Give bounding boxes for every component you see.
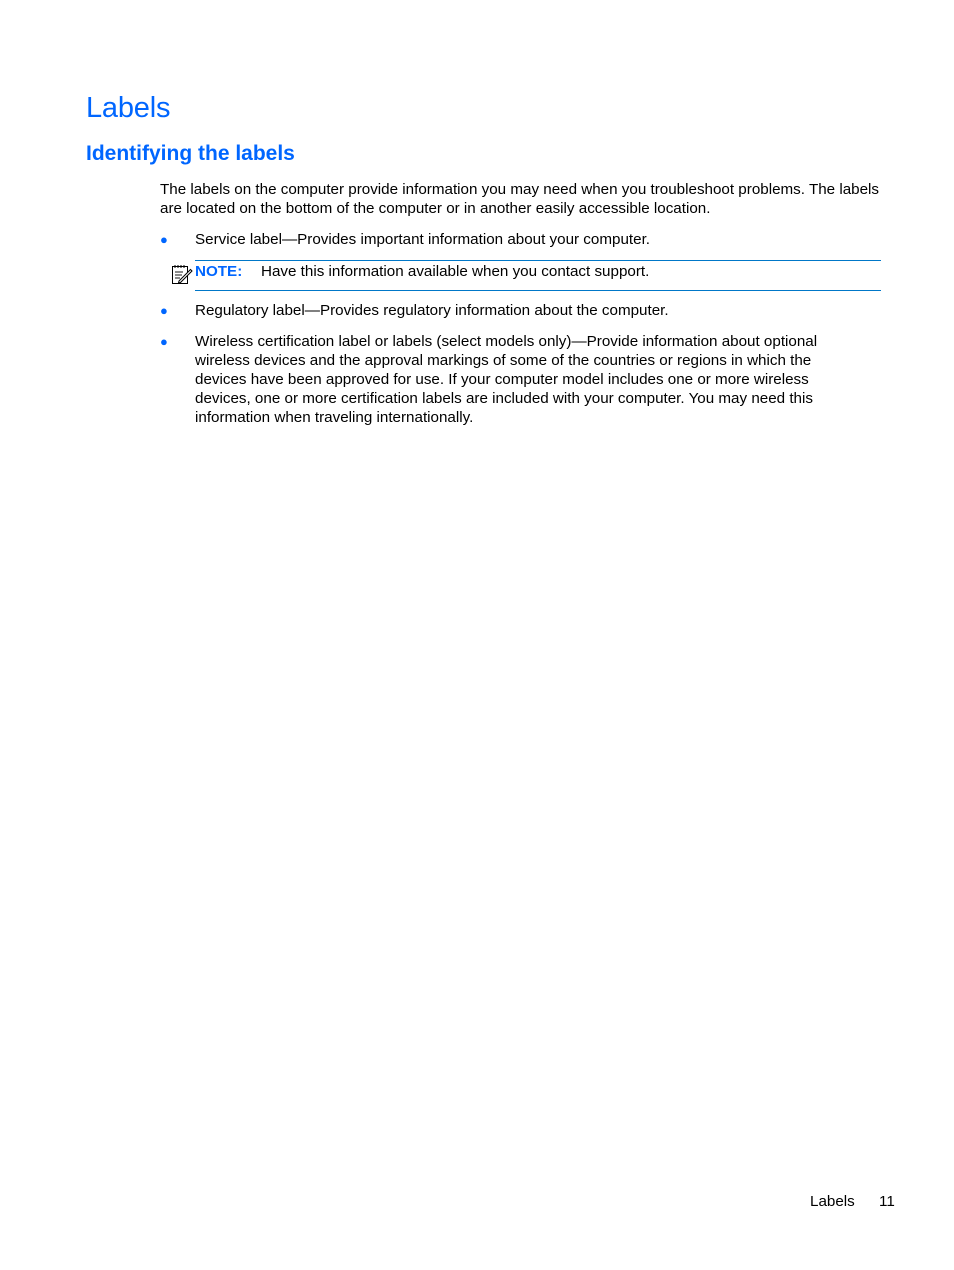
section-title: Identifying the labels [86, 142, 295, 165]
bullet-icon: ● [160, 303, 168, 318]
list-item-text: Wireless certification label or labels (select models only)—Provide information about optional wireless devices and the approval markings of some of the countries or regions in which the devices have been approved for use. If your computer model includes one or more wireless devices, one or more certification labels are included with your computer. You may need this information when traveling internationally. [195, 333, 818, 426]
bullet-icon: ● [160, 232, 168, 247]
intro-paragraph: The labels on the computer provide information you may need when you troubleshoot problems. The labels are located on the bottom of the computer or in another easily accessible location. [160, 181, 880, 217]
bullet-icon: ● [160, 334, 168, 349]
footer-section-label: Labels [810, 1193, 855, 1210]
list-item-text: Regulatory label—Provides regulatory information about the computer. [195, 302, 669, 319]
note-text: Have this information available when you contact support. [261, 263, 650, 280]
note-label: NOTE: [195, 263, 243, 280]
footer-page-number: 11 [879, 1193, 895, 1210]
note-rule-bottom [195, 290, 881, 291]
note-pad-icon [170, 262, 194, 286]
note-rule-top [195, 260, 881, 261]
chapter-title: Labels [86, 92, 171, 124]
note-box [170, 260, 881, 291]
list-item-text: Service label—Provides important information about your computer. [195, 231, 651, 248]
